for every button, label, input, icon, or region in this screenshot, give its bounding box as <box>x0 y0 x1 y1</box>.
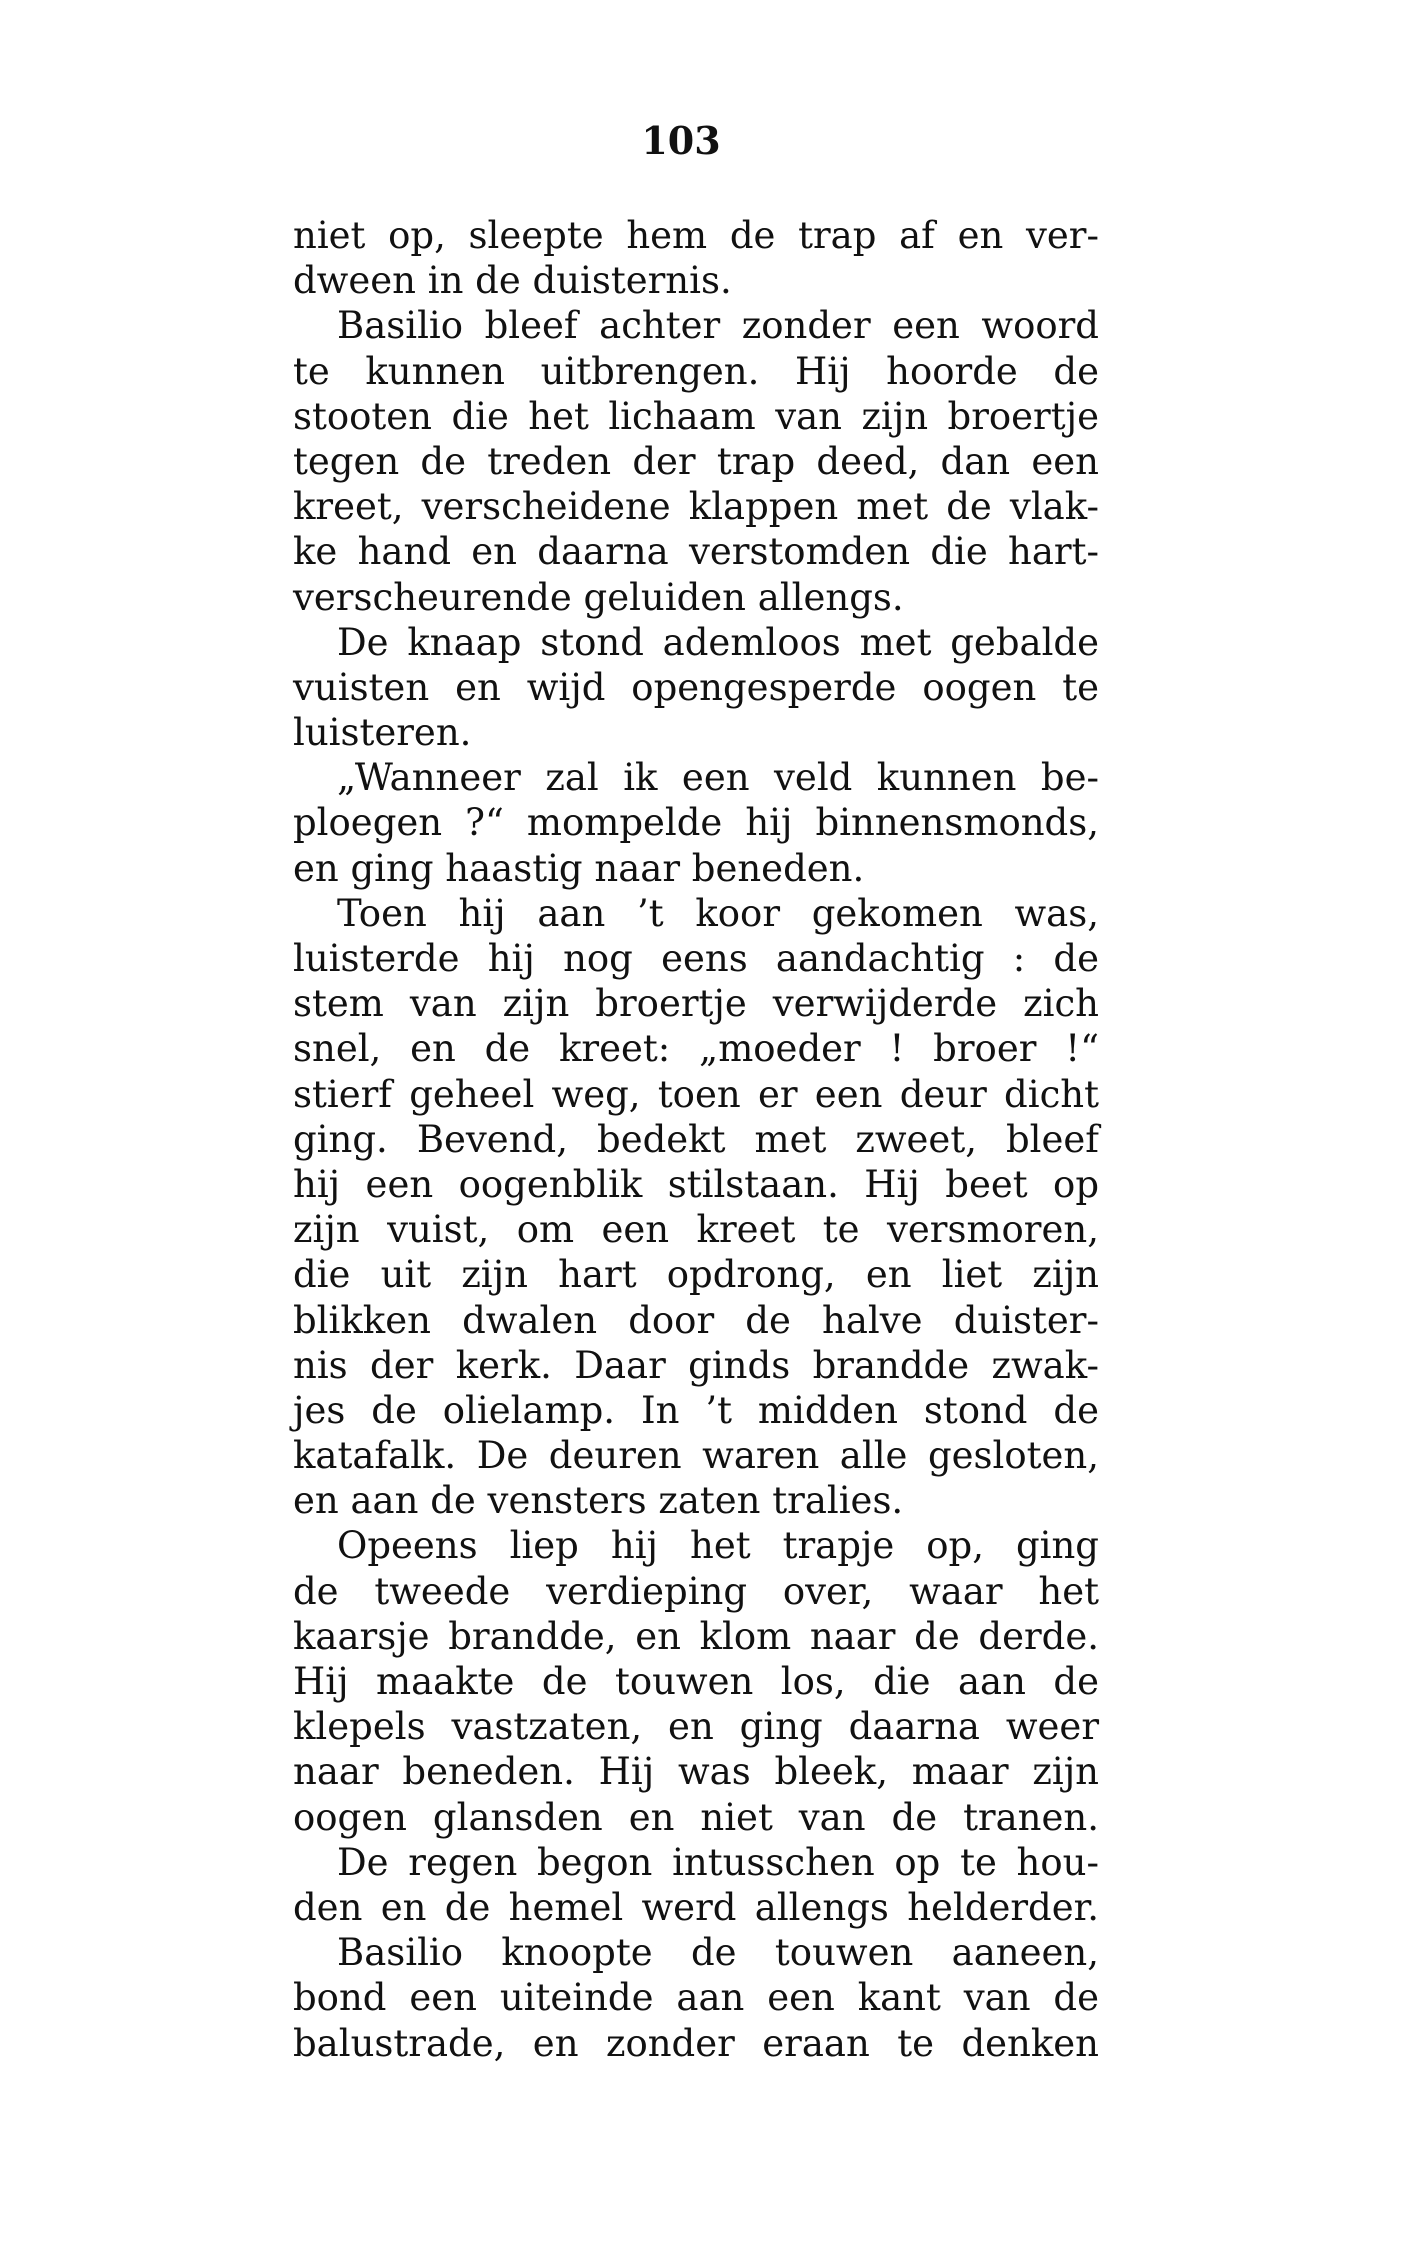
text-line: den en de hemel werd allengs helderder. <box>293 1885 1099 1929</box>
text-line: Basilio knoopte de touwen aaneen, <box>337 1931 1099 1975</box>
text-line: vuisten en wijd opengesperde oogen te <box>293 665 1099 709</box>
text-line: balustrade, en zonder eraan te denken <box>293 2021 1099 2065</box>
body-text <box>293 213 1099 2066</box>
page-number: 103 <box>641 118 721 163</box>
text-line: stooten die het lichaam van zijn broertje <box>293 394 1099 438</box>
text-line: De knaap stond ademloos met gebalde <box>337 620 1099 664</box>
text-line: luisterde hij nog eens aandachtig : de <box>293 937 1099 980</box>
text-line: Toen hij aan ’t koor gekomen was, <box>337 891 1099 935</box>
text-line: ging. Bevend, bedekt met zweet, bleef <box>293 1117 1099 1161</box>
text-line: stem van zijn broertje verwijderde zich <box>293 982 1099 1026</box>
text-line: verscheurende geluiden allengs. <box>293 575 904 619</box>
text-line: zijn vuist, om een kreet te versmoren, <box>293 1208 1099 1252</box>
text-line: tegen de treden der trap deed, dan een <box>293 439 1099 483</box>
text-line: en aan de vensters zaten tralies. <box>293 1479 904 1523</box>
text-line: snel, en de kreet: „moeder ! broer !“ <box>293 1027 1099 1071</box>
text-line: klepels vastzaten, en ging daarna weer <box>293 1705 1099 1749</box>
text-line: dween in de duisternis. <box>293 259 732 303</box>
text-line: bond een uiteinde aan een kant van de <box>293 1976 1099 2020</box>
text-line: ploegen ?“ mompelde hij binnensmonds, <box>293 801 1099 845</box>
text-line: die uit zijn hart opdrong, en liet zijn <box>293 1253 1099 1297</box>
text-line: De regen begon intusschen op te hou- <box>337 1840 1099 1884</box>
text-line: katafalk. De deuren waren alle gesloten, <box>293 1434 1099 1478</box>
text-line: Hij maakte de touwen los, die aan de <box>293 1660 1099 1703</box>
text-line: te kunnen uitbrengen. Hij hoorde de <box>293 349 1099 393</box>
text-line: luisteren. <box>293 711 472 755</box>
text-line: kreet, verscheidene klappen met de vlak- <box>293 485 1099 529</box>
text-line: stierf geheel weg, toen er een deur dicht <box>293 1072 1099 1116</box>
text-line: jes de olielamp. In ’t midden stond de <box>293 1388 1099 1432</box>
text-line: nis der kerk. Daar ginds brandde zwak- <box>293 1343 1099 1387</box>
text-line: „Wanneer zal ik een veld kunnen be- <box>337 756 1099 800</box>
text-line: de tweede verdieping over, waar het <box>293 1569 1099 1613</box>
text-line: en ging haastig naar beneden. <box>293 846 865 890</box>
text-line: naar beneden. Hij was bleek, maar zijn <box>293 1750 1099 1794</box>
text-line: oogen glansden en niet van de tranen. <box>293 1795 1099 1839</box>
text-line: kaarsje brandde, en klom naar de derde. <box>293 1614 1099 1658</box>
text-line: blikken dwalen door de halve duister- <box>293 1298 1099 1342</box>
text-line: Opeens liep hij het trapje op, ging <box>337 1524 1099 1568</box>
text-line: niet op, sleepte hem de trap af en ver- <box>293 214 1099 257</box>
text-line: Basilio bleef achter zonder een woord <box>337 304 1099 348</box>
text-line: hij een oogenblik stilstaan. Hij beet op <box>293 1162 1099 1206</box>
text-line: ke hand en daarna verstomden die hart- <box>293 530 1099 574</box>
